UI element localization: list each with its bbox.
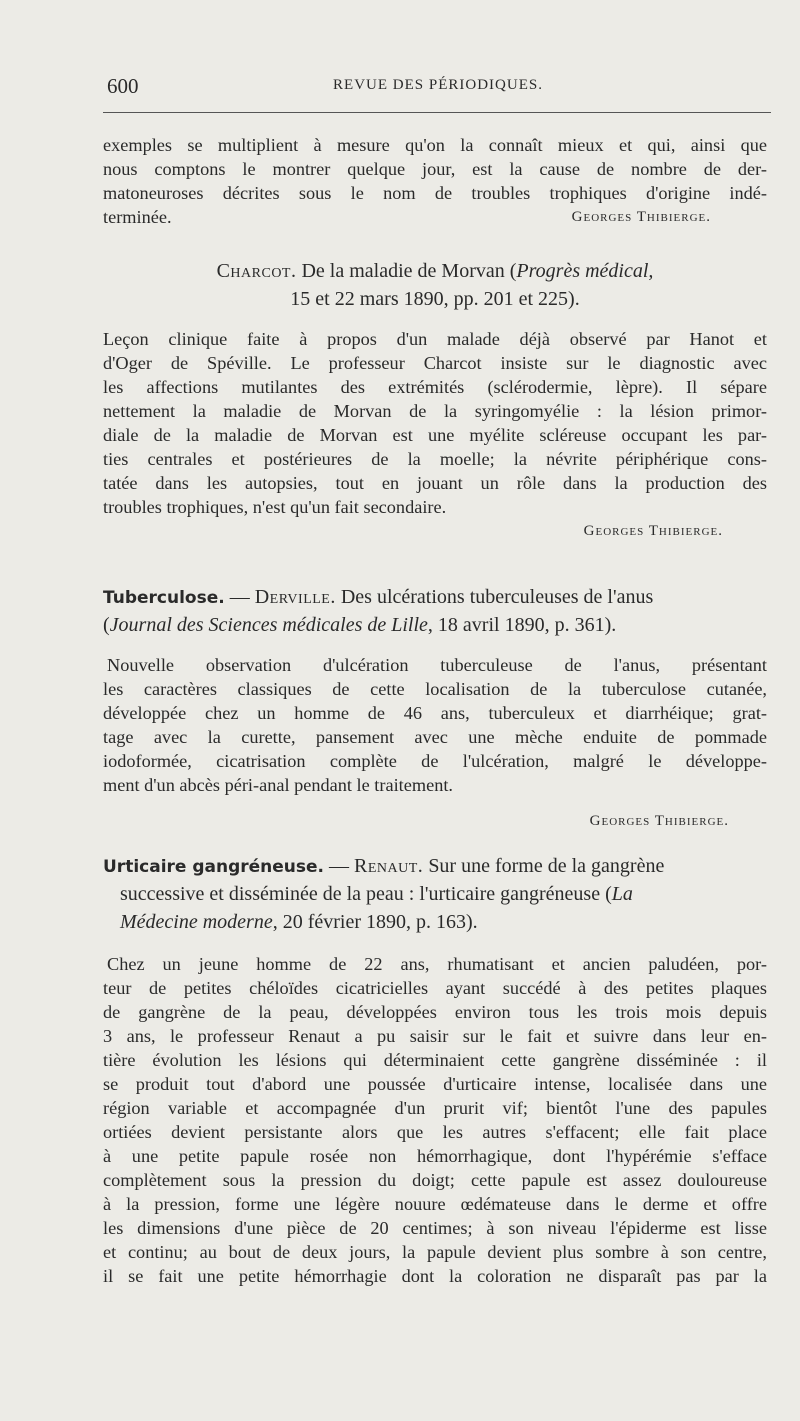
article-charcot (103, 257, 767, 543)
text-line: Leçon clinique faite à propos d'un malade déjà observé par Hanot et (103, 329, 767, 349)
text-line: troubles trophiques, n'est qu'un fait secondaire. (103, 497, 447, 517)
author-name: Renaut. (354, 855, 424, 877)
text-line: tage avec la curette, pansement avec une mèche enduite de pommade (103, 727, 767, 747)
text-line: Chez un jeune homme de 22 ans, rhumatisant et ancien paludéen, por- (107, 954, 767, 974)
signature: Georges Thibierge. (589, 813, 729, 829)
text-line-end: terminée. (103, 207, 172, 227)
text-line: tière évolution les lésions qui déterminaient cette gangrène disséminée : il (103, 1050, 767, 1070)
page-header (107, 74, 769, 100)
text-line (103, 205, 767, 229)
section-heading: Urticaire gangréneuse. (103, 857, 325, 877)
journal-name: Médecine moderne (120, 911, 273, 933)
text-line: les caractères classiques de cette localisation de la tuberculose cutanée, (103, 679, 767, 699)
text-line: iodoformée, cicatrisation complète de l'ulcération, malgré le développe- (103, 751, 767, 771)
text-line: région variable et accompagnée d'un prurit vif; bientôt l'une des papules (103, 1098, 767, 1118)
article-continuation (103, 133, 767, 229)
section-heading: Tuberculose. (103, 588, 225, 608)
text-line: nettement la maladie de Morvan de la syringomyélie : la lésion primor- (103, 401, 767, 421)
text-line: ortiées devient persistante alors que les autres s'effacent; elle fait place (103, 1122, 767, 1142)
article-urticaire (103, 852, 767, 1288)
journal-name: Progrès médical, (516, 260, 654, 282)
text-line: se produit tout d'abord une poussée d'urticaire intense, localisée dans une (103, 1074, 767, 1094)
text-line: les affections mutilantes des extrémités (sclérodermie, lèpre). Il sépare (103, 377, 767, 397)
article-title-line2 (103, 611, 767, 639)
title-text: successive et disséminée de la peau : l'urticaire gangréneuse ( (120, 883, 612, 905)
text-line: à une petite papule rosée non hémorrhagique, dont l'hypérémie s'efface (103, 1146, 767, 1166)
text-line: matoneuroses décrites sous le nom de troubles trophiques d'origine indé- (103, 183, 767, 203)
text-line: nous comptons le montrer quelque jour, est la cause de nombre de der- (103, 159, 767, 179)
article-title (103, 583, 767, 611)
header-rule (103, 112, 771, 113)
text-line: exemples se multiplient à mesure qu'on la connaît mieux et qui, ainsi que (103, 135, 767, 155)
article-title (103, 852, 767, 880)
article-title-line2 (103, 880, 767, 908)
signature: Georges Thibierge. (571, 209, 711, 225)
text-line: d'Oger de Spéville. Le professeur Charcot insiste sur le diagnostic avec (103, 353, 767, 373)
running-title: REVUE DES PÉRIODIQUES. (333, 77, 543, 93)
text-line: ties centrales et postérieures de la moelle; la névrite périphérique cons- (103, 449, 767, 469)
signature: Georges Thibierge. (583, 523, 723, 539)
text-line: et continu; au bout de deux jours, la papule devient plus sombre à son centre, (103, 1242, 767, 1262)
author-name: Derville. (254, 586, 336, 608)
text-line: diale de la maladie de Morvan est une myélite scléreuse occupant les par- (103, 425, 767, 445)
text-line: teur de petites chéloïdes cicatricielles ayant succédé à des petites plaques (103, 978, 767, 998)
title-text: Sur une forme de la gangrène (423, 855, 665, 877)
paren-open: ( (103, 614, 110, 636)
journal-name: La (611, 883, 633, 905)
text-line: il se fait une petite hémorrhagie dont la coloration ne disparaît pas par la (103, 1266, 767, 1286)
text-line: complètement sous la pression du doigt; cette papule est assez douloureuse (103, 1170, 767, 1190)
text-line: ment d'un abcès péri-anal pendant le traitement. (103, 775, 453, 795)
article-title-line3 (103, 908, 767, 936)
article-title-line2: 15 et 22 mars 1890, pp. 201 et 225). (290, 288, 580, 310)
text-line: les dimensions d'une pièce de 20 centimes; à son niveau l'épiderme est lisse (103, 1218, 767, 1238)
title-text: Des ulcérations tuberculeuses de l'anus (335, 586, 654, 608)
article-tuberculose (103, 583, 767, 833)
author-name: Charcot. (216, 260, 297, 282)
text-line: développée chez un homme de 46 ans, tuberculeux et diarrhéique; grat- (103, 703, 767, 723)
journal-name: Journal des Sciences médicales de Lille (109, 614, 428, 636)
title-text: , 18 avril 1890, p. 361). (427, 614, 617, 636)
title-dash: — (324, 855, 355, 877)
text-line: à la pression, forme une légère nouure œdémateuse dans le derme et offre (103, 1194, 767, 1214)
text-line: 3 ans, le professeur Renaut a pu saisir sur le fait et suivre dans leur en- (103, 1026, 767, 1046)
title-text: , 20 février 1890, p. 163). (272, 911, 478, 933)
text-line: tatée dans les autopsies, tout en jouant un rôle dans la production des (103, 473, 767, 493)
title-text: De la maladie de Morvan ( (296, 260, 517, 282)
title-dash: — (224, 586, 255, 608)
page-number: 600 (107, 74, 139, 98)
article-title (103, 257, 767, 285)
text-line: Nouvelle observation d'ulcération tuberculeuse de l'anus, présentant (107, 655, 767, 675)
text-line: de gangrène de la peau, développées environ tous les trois mois depuis (103, 1002, 767, 1022)
